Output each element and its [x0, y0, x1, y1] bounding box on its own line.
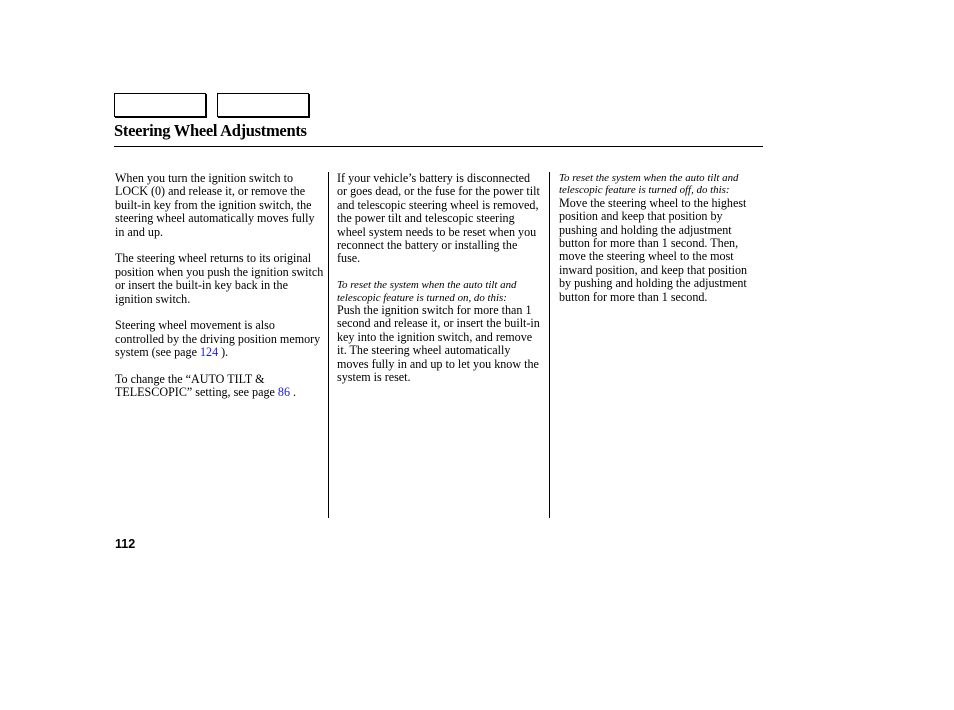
col1-paragraph-4-text: To change the “AUTO TILT & TELESCOPIC” setting, see page	[115, 372, 278, 400]
col1-paragraph-2: The steering wheel returns to its original position when you push the ignition switch or insert the built-in key back in the ignition switch.	[115, 251, 324, 306]
col2-paragraph-1: If your vehicle’s battery is disconnected or goes dead, or the fuse for the power tilt and telescopic steering wheel is removed, the power tilt and telescopic steering wheel system needs to be reset when you reconnect the battery or installing the fuse.	[337, 171, 540, 266]
col2-subheading: To reset the system when the auto tilt and telescopic feature is turned on, do this:	[337, 279, 517, 304]
col1-paragraph-3	[115, 319, 325, 359]
column-2	[337, 172, 542, 384]
col1-paragraph-3-end: ).	[218, 345, 229, 360]
col3-subheading: To reset the system when the auto tilt and telescopic feature is turned off, do this:	[559, 172, 739, 197]
nav-box-1[interactable]	[114, 93, 206, 117]
nav-box-2[interactable]	[217, 93, 309, 117]
col1-paragraph-1: When you turn the ignition switch to LOCK (0) and release it, or remove the built-in key from the ignition switch, the steering wheel automatically moves fully in and up.	[115, 171, 315, 239]
column-divider-2	[549, 172, 550, 518]
col1-paragraph-4	[115, 373, 325, 400]
column-1	[115, 172, 325, 400]
col3-paragraph-1: Move the steering wheel to the highest position and keep that position by pushing and holding the adjustment button for more than 1 second. Then, move the steering wheel to the most inward position, and keep that position by pushing and holding the adjustment button for more than 1 second.	[559, 195, 748, 304]
page-title: Steering Wheel Adjustments	[114, 121, 307, 140]
col1-paragraph-3-text: Steering wheel movement is also controlled by the driving position memory system (see page	[115, 318, 321, 360]
page-link-86[interactable]: 86	[277, 385, 290, 400]
col2-paragraph-2: Push the ignition switch for more than 1 second and release it, or insert the built-in key into the ignition switch, and remove it. The steering wheel automatically moves fully in and up to let you know the system is reset.	[337, 303, 540, 385]
col1-paragraph-4-end: .	[290, 385, 297, 400]
column-divider-1	[328, 172, 329, 518]
page-number: 112	[115, 537, 136, 551]
column-3	[559, 172, 759, 304]
title-rule	[114, 146, 763, 147]
page-link-124[interactable]: 124	[199, 345, 219, 360]
